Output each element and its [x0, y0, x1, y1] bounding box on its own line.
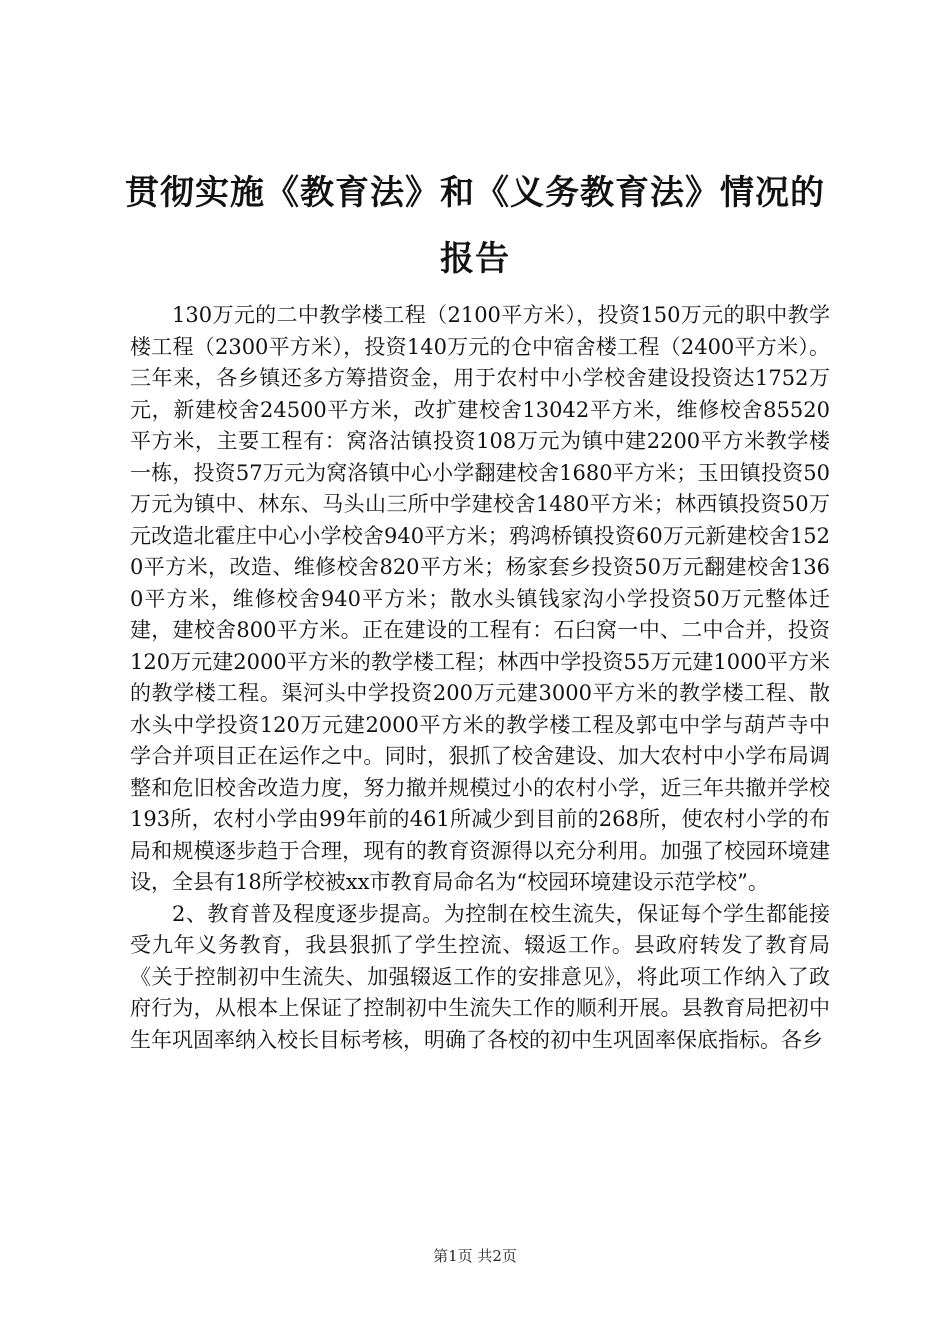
paragraph-construction: 130万元的二中教学楼工程（2100平方米），投资150万元的职中教学楼工程（2300平方米），投资140万元的仓中宿舍楼工程（2400平方米）。三年来，各乡镇还多方筹措资金，用于农村中小学校舍建设投资达1752万元，新建校舍24500平方米，改扩建校舍13042平方米，维修校舍85520平方米，主要工程有：窝洛沽镇投资108万元为镇中建2200平方米教学楼一栋，投资57万元为窝洛镇中心小学翻建校舍1680平方米；玉田镇投资50万元为镇中、林东、马头山三所中学建校舍1480平方米；林西镇投资50万元改造北霍庄中心小学校舍940平方米；鸦鸿桥镇投资60万元新建校舍1520平方米，改造、维修校舍820平方米；杨家套乡投资50万元翻建校舍1360平方米，维修校舍940平方米；散水头镇钱家沟小学投资50万元整体迁建，建校舍800平方米。正在建设的工程有：石臼窝一中、二中合并，投资120万元建2000平方米的教学楼工程；林西中学投资55万元建1000平方米的教学楼工程。渠河头中学投资200万元建3000平方米的教学楼工程、散水头中学投资120万元建2000平方米的教学楼工程及郭屯中学与葫芦寺中学合并项目正在运作之中。同时，狠抓了校舍建设、加大农村中小学布局调整和危旧校舍改造力度，努力撤并规模过小的农村小学，近三年共撤并学校193所，农村小学由99年前的461所减少到目前的268所，使农村小学的布局和规模逐步趋于合理，现有的教育资源得以充分利用。加强了校园环境建设，全县有18所学校被xx市教育局命名为“校园环境建设示范学校”。 — [130, 303, 830, 894]
document-body — [130, 300, 830, 1180]
paragraph-education-popularization: 2、教育普及程度逐步提高。为控制在校生流失，保证每个学生都能接受九年义务教育，我县狠抓了学生控流、辍返工作。县政府转发了教育局《关于控制初中生流失、加强辍返工作的安排意见》，将此项工作纳入了政府行为，从根本上保证了控制初中生流失工作的顺利开展。县教育局把初中生年巩固率纳入校长目标考核，明确了各校的初中生巩固率保底指标。各乡 — [130, 901, 830, 1052]
page-number-footer: 第1页 共2页 — [433, 1247, 517, 1265]
document-title: 贯彻实施《教育法》和《义务教育法》情况的报告 — [125, 173, 825, 279]
